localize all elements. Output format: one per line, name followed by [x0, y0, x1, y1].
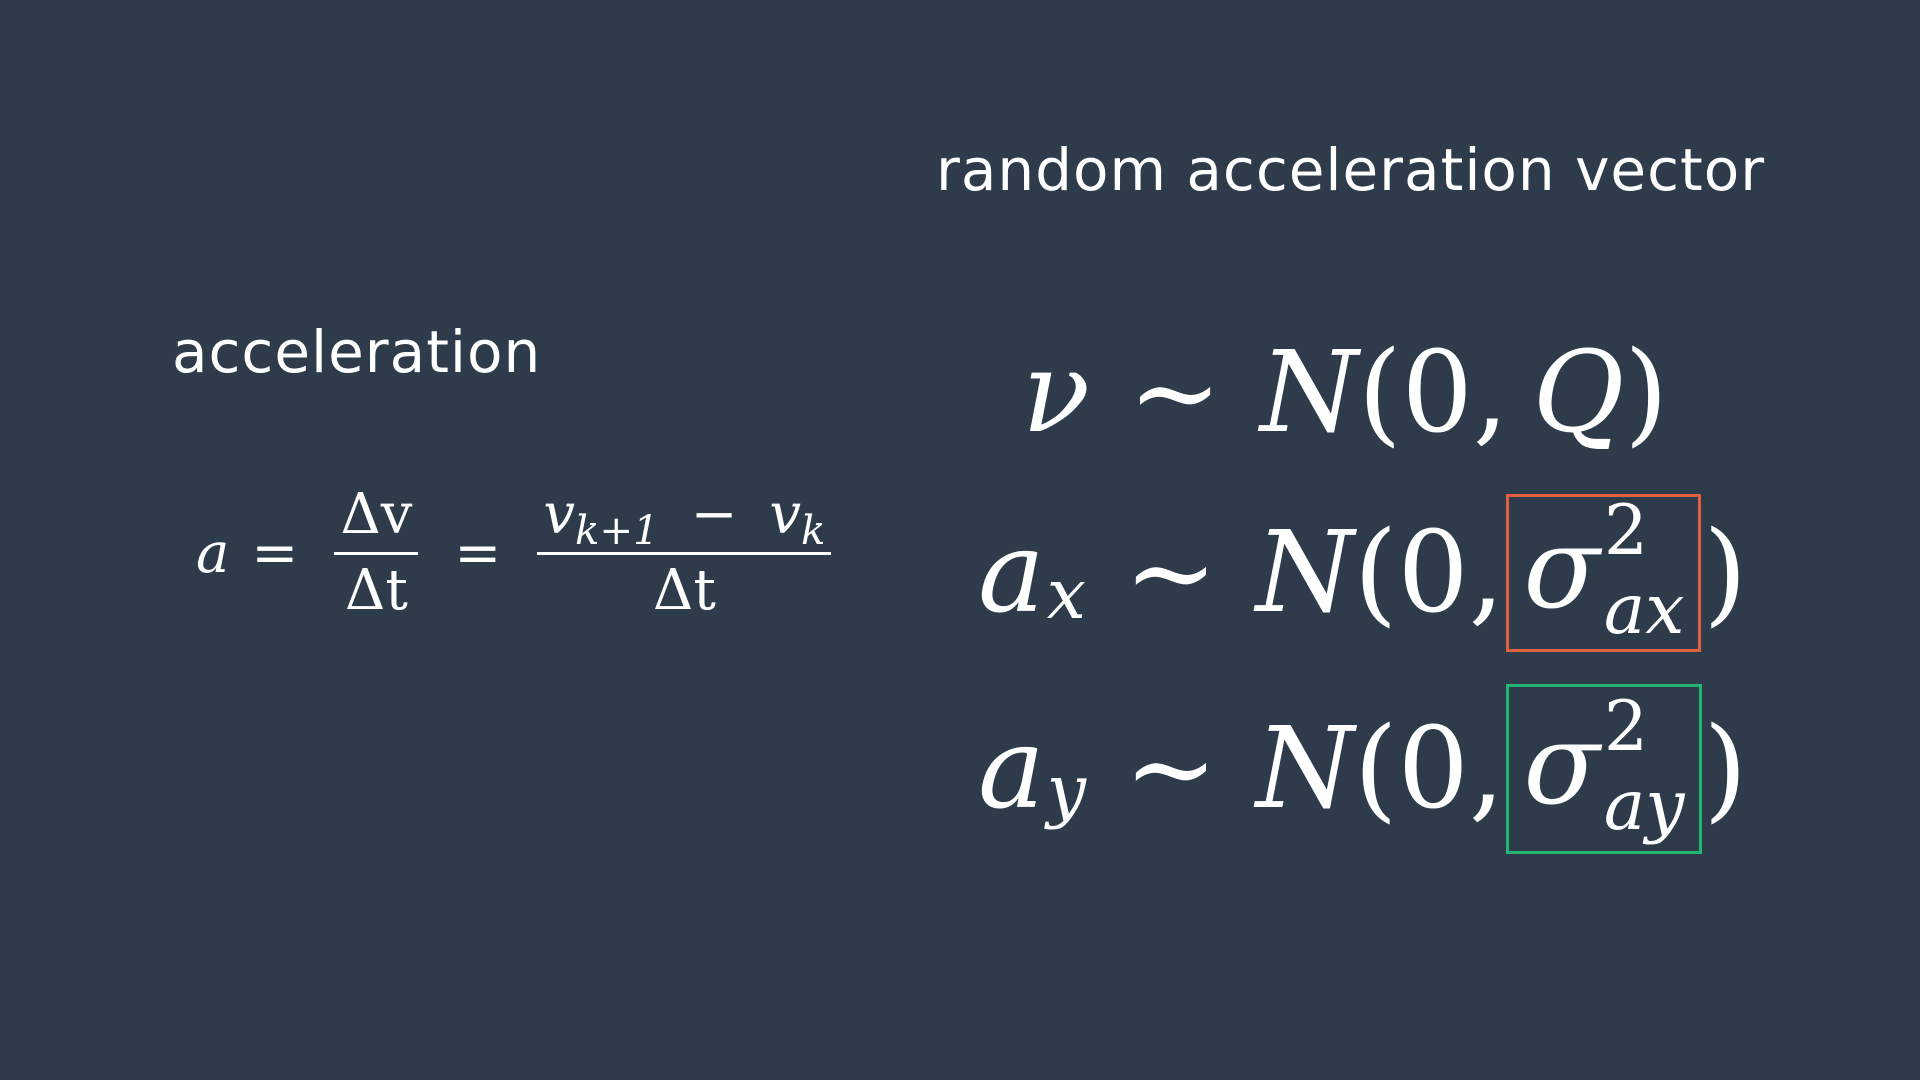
mean-zero: 0, [1397, 508, 1505, 638]
nu-symbol: ν [1022, 328, 1091, 458]
subscript-ax: ax [1603, 570, 1685, 651]
velocity-symbol: v [769, 482, 801, 548]
ax-symbol: a [978, 508, 1045, 638]
close-paren: ) [1624, 328, 1669, 458]
tilde-symbol: ∼ [1128, 328, 1222, 458]
fraction-denominator-delta-t: Δt [652, 557, 716, 623]
sigma-symbol: σ [1523, 699, 1600, 830]
equals-sign-1: = [251, 520, 299, 586]
tilde-symbol: ∼ [1124, 704, 1218, 834]
ax-subscript: x [1046, 555, 1086, 636]
velocity-symbol: v [543, 482, 575, 548]
formula-ax-distribution [978, 490, 1748, 651]
ay-subscript: y [1046, 751, 1087, 832]
formula-ay-distribution [978, 686, 1748, 847]
mean-zero: 0, [1401, 328, 1509, 458]
covariance-q: Q [1532, 328, 1625, 458]
acceleration-formula [196, 468, 845, 638]
fraction-velocity-difference [537, 483, 831, 623]
ay-symbol: a [978, 704, 1045, 834]
heading-random-acceleration-vector: random acceleration vector [936, 136, 1766, 204]
fraction-bar [334, 552, 418, 555]
heading-acceleration: acceleration [172, 318, 542, 386]
formula-lhs: a [196, 520, 230, 586]
formula-nu-distribution [1022, 318, 1668, 468]
variance-ax-highlight-box [1506, 490, 1701, 652]
subscript-k-plus-1: k+1 [574, 507, 659, 555]
sigma-scripts [1603, 686, 1685, 847]
mean-zero: 0, [1397, 704, 1505, 834]
close-paren: ) [1703, 508, 1748, 638]
fraction-numerator-velocity-difference [537, 482, 831, 555]
sigma-symbol: σ [1523, 503, 1600, 634]
subscript-ay: ay [1603, 766, 1685, 847]
subscript-k: k [801, 507, 826, 555]
fraction-numerator-delta-v: Δv [340, 482, 413, 548]
normal-dist-symbol: N [1255, 508, 1354, 638]
tilde-symbol: ∼ [1123, 508, 1218, 638]
variance-ax [1523, 490, 1685, 651]
variance-ay [1523, 686, 1685, 847]
superscript-2: 2 [1603, 490, 1648, 571]
open-paren: ( [1353, 508, 1398, 638]
normal-dist-symbol: N [1255, 704, 1354, 834]
close-paren: ) [1703, 704, 1748, 834]
open-paren: ( [1357, 328, 1402, 458]
variance-ay-highlight-box [1506, 684, 1701, 854]
open-paren: ( [1353, 704, 1398, 834]
fraction-delta-v-over-delta-t [334, 483, 418, 623]
fraction-denominator-delta-t: Δt [344, 557, 408, 623]
superscript-2: 2 [1603, 686, 1649, 767]
equals-sign-2: = [454, 520, 502, 586]
normal-dist-symbol: N [1259, 328, 1358, 458]
minus-sign: − [690, 482, 738, 548]
sigma-scripts [1603, 490, 1685, 651]
